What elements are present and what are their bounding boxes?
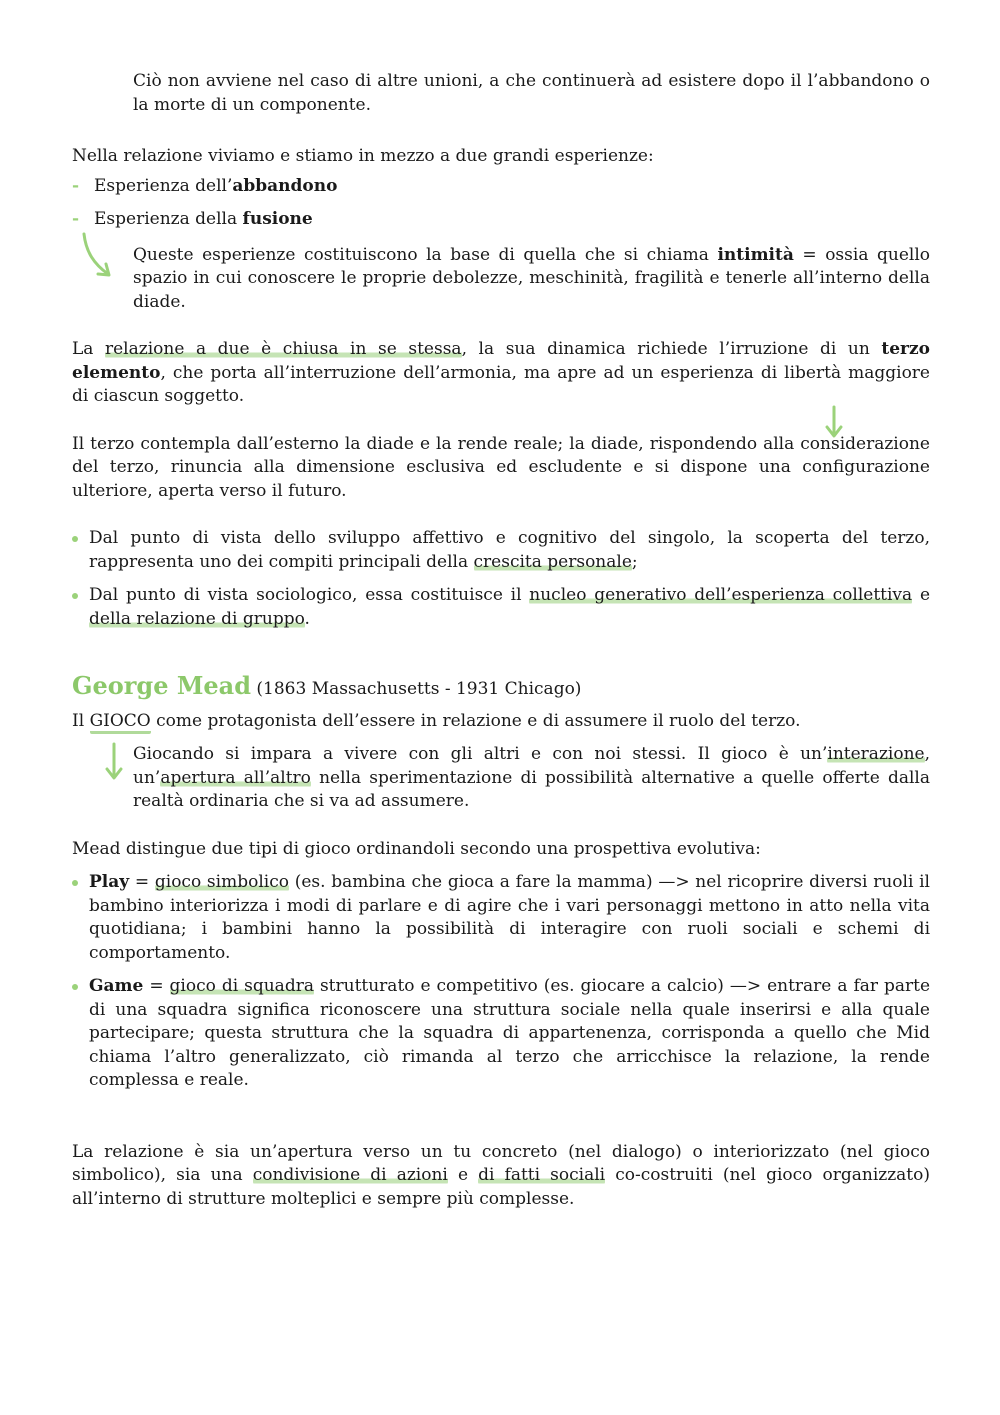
- paragraph-unions: Ciò non avviene nel caso di altre unioni, a che continuerà ad esistere dopo il l’abbandono o la morte di un componente.: [133, 71, 930, 115]
- curved-arrow-icon: [78, 230, 118, 290]
- paragraph-experiences-intro: Nella relazione viviamo e stiamo in mezzo a due grandi esperienze:: [72, 146, 654, 166]
- intimacy-block: [72, 244, 930, 315]
- list-item: - Esperienza della fusione: [72, 208, 930, 232]
- bullet-dot-icon: [72, 536, 78, 542]
- paragraph-conclusion: La relazione è sia un’apertura verso un tu concreto (nel dialogo) o interiorizzato (nel gioco simbolico), sia una condivisione di azioni e di fatti sociali co-costruiti (nel gioco organizzato) all’interno di strutture molteplici e sempre più complesse.: [72, 1141, 931, 1209]
- document-page: [72, 70, 930, 1211]
- bullet-dot-icon: [72, 984, 78, 990]
- bullet-dot-icon: [72, 593, 78, 599]
- list-item: - Esperienza dell’abbandono: [72, 175, 930, 199]
- bullet-dot-icon: [72, 880, 78, 886]
- list-item: Play = gioco simbolico (es. bambina che gioca a fare la mamma) —> nel ricoprire diversi ruoli il bambino interiorizza i modi di parlare e di agire che i vari personaggi mettono in atto nella vita quotidiana; i bambini hanno la possibilità di interagire con ruoli sociali e schemi di comportamento.: [72, 871, 930, 965]
- heading-dates: (1863 Massachusetts - 1931 Chicago): [251, 679, 582, 699]
- paragraph-gioco: Il GIOCO come protagonista dell’essere in relazione e di assumere il ruolo del terzo.: [72, 710, 930, 734]
- paragraph-mead-types: Mead distingue due tipi di gioco ordinandoli secondo una prospettiva evolutiva:: [72, 838, 761, 859]
- paragraph-intimacy: Queste esperienze costituiscono la base di quella che si chiama intimità = ossia quello spazio in cui conoscere le proprie debolezze, meschinità, fragilità e tenerle all’interno della diade.: [133, 244, 930, 312]
- game-block: [72, 743, 930, 814]
- game-types-list: [72, 871, 930, 1093]
- third-points-list: [72, 527, 930, 631]
- list-item: Dal punto di vista sociologico, essa costituisce il nucleo generativo dell’esperienza collettiva e della relazione di gruppo.: [72, 584, 930, 631]
- list-item: Game = gioco di squadra strutturato e competitivo (es. giocare a calcio) —> entrare a far parte di una squadra significa riconoscere una struttura sociale nella quale inserirsi e alla quale partecipare; questa struttura che la squadra di appartenenza, corrisponda a quello che Mid chiama l’altro generalizzato, ciò rimanda al terzo che arricchisce la relazione, la rende complessa e reale.: [72, 975, 930, 1093]
- section-heading: [72, 671, 930, 702]
- heading-name: George Mead: [72, 671, 251, 700]
- down-arrow-icon: [102, 741, 132, 791]
- paragraph-third: Il terzo contempla dall’esterno la diade e la rende reale; la diade, rispondendo alla considerazione del terzo, rinuncia alla dimensione esclusiva ed escludente e si dispone una configurazione ulteriore, aperta verso il futuro.: [72, 433, 930, 501]
- paragraph-playing: Giocando si impara a vivere con gli altri e con noi stessi. Il gioco è un’interazione, un’apertura all’altro nella sperimentazione di possibilità alternative a quelle offerte dalla realtà ordinaria che si va ad assumere.: [133, 744, 930, 811]
- dash-bullet-icon: -: [72, 175, 80, 196]
- paragraph-relation-closed: La relazione a due è chiusa in se stessa, la sua dinamica richiede l’irruzione di un terzo elemento, che porta all’interruzione dell’armonia, ma apre ad un esperienza di libertà maggiore di ciascun soggetto.: [72, 339, 930, 406]
- down-arrow-icon: [824, 405, 844, 441]
- list-item: Dal punto di vista dello sviluppo affettivo e cognitivo del singolo, la scoperta del terzo, rappresenta uno dei compiti principali della crescita personale;: [72, 527, 930, 574]
- dash-bullet-icon: -: [72, 209, 80, 229]
- experience-list: [72, 175, 930, 232]
